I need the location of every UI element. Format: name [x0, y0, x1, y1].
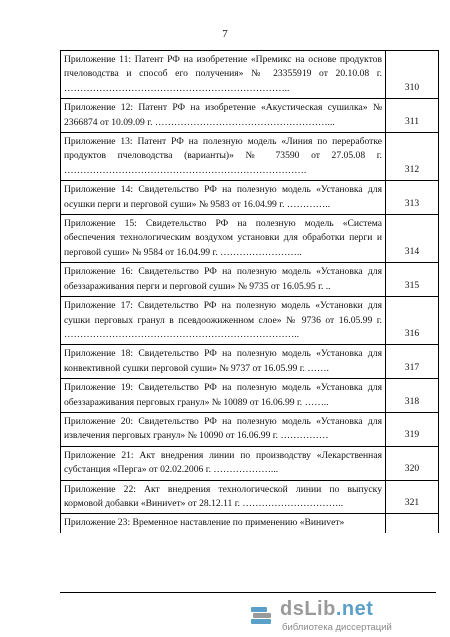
dslib-watermark[interactable]: [248, 598, 438, 634]
appendix-page-number: 312: [386, 133, 439, 181]
appendix-row: [61, 446, 439, 480]
watermark-brand: [280, 598, 373, 621]
appendix-page-number: 317: [386, 345, 439, 379]
appendix-title: Приложение 12: Патент РФ на изобретение «Акустическая сушилка» № 2366874 от 10.09.09 г. ………………………………………………...: [61, 99, 386, 133]
appendix-row: [61, 345, 439, 379]
appendix-row: [61, 379, 439, 413]
appendix-row: [61, 297, 439, 345]
appendix-row: [61, 51, 439, 99]
watermark-brand-main: dsLib: [280, 598, 336, 620]
appendix-row: [61, 514, 439, 534]
appendix-title: Приложение 21: Акт внедрения линии по производству «Лекарственная субстанция «Перга» от 02.02.2006 г. ………………...: [61, 446, 386, 480]
page-number: 7: [222, 28, 228, 40]
appendix-title: Приложение 15: Свидетельство РФ на полезную модель «Система обеспечения технологическим воздухом установки для обработки перги и перговой суши» № 9584 от 16.04.99 г. ……………………..: [61, 215, 386, 263]
book-stack-icon: [248, 602, 274, 628]
appendix-row: [61, 133, 439, 181]
appendix-page-number: 314: [386, 215, 439, 263]
appendix-page-number: 313: [386, 181, 439, 215]
table-bottom-rule: [60, 592, 436, 593]
appendix-page-number: 318: [386, 379, 439, 413]
appendix-title: Приложение 13: Патент РФ на полезную модель «Линия по переработке продуктов пчеловодства (варианты)» № 73590 от 27.05.08 г. ………………………………………………………………….: [61, 133, 386, 181]
appendix-row: [61, 215, 439, 263]
appendix-page-number: 311: [386, 99, 439, 133]
appendix-title: Приложение 14: Свидетельство РФ на полезную модель «Установка для осушки перги и перговой суши» № 9583 от 16.04.99 г. …………..: [61, 181, 386, 215]
appendix-row: [61, 99, 439, 133]
appendix-title: Приложение 23: Временное наставление по применению «Виниvет»: [61, 514, 386, 534]
appendix-page-number: 316: [386, 297, 439, 345]
watermark-brand-tld: .net: [335, 598, 374, 620]
appendix-title: Приложение 22: Акт внедрения технологической линии по выпуску кормовой добавки «Виниvет» от 28.12.11 г. …………………………..: [61, 480, 386, 514]
appendix-row: [61, 412, 439, 446]
appendix-page-number: 315: [386, 263, 439, 297]
appendix-page-number: 319: [386, 412, 439, 446]
appendix-page-number: 321: [386, 480, 439, 514]
appendix-row: [61, 181, 439, 215]
watermark-subtitle: библиотека диссертаций: [282, 622, 392, 633]
appendix-page-number: [386, 514, 439, 534]
appendix-row: [61, 263, 439, 297]
appendix-title: Приложение 19: Свидетельство РФ на полезную модель «Установка для обеззараживания перговых гранул» № 10089 от 16.06.99 г. ……..: [61, 379, 386, 413]
appendix-title: Приложение 11: Патент РФ на изобретение «Премикс на основе продуктов пчеловодства и способ его получения» № 23355919 от 20.10.08 г. ……………………………………………………………..: [61, 51, 386, 99]
appendix-row: [61, 480, 439, 514]
appendix-table-body: [61, 51, 439, 534]
appendix-title: Приложение 16: Свидетельство РФ на полезную модель «Установка для обеззараживания перги и перговой суши» № 9735 от 16.05.95 г. ..: [61, 263, 386, 297]
appendix-title: Приложение 18: Свидетельство РФ на полезную модель «Установка для конвективной сушки перговой суши» № 9737 от 16.05.99 г. …….: [61, 345, 386, 379]
appendix-title: Приложение 17: Свидетельство РФ на полезную модель «Установки для сушки перговых гранул в псевдоожиженном слое» № 9736 от 16.05.99 г. ………………………………………………………………..: [61, 297, 386, 345]
appendix-title: Приложение 20: Свидетельство РФ на полезную модель «Установка для извлечения перговых гранул» № 10090 от 16.06.99 г. ……………: [61, 412, 386, 446]
appendix-page-number: 320: [386, 446, 439, 480]
appendix-page-number: 310: [386, 51, 439, 99]
appendix-table: [60, 50, 439, 533]
